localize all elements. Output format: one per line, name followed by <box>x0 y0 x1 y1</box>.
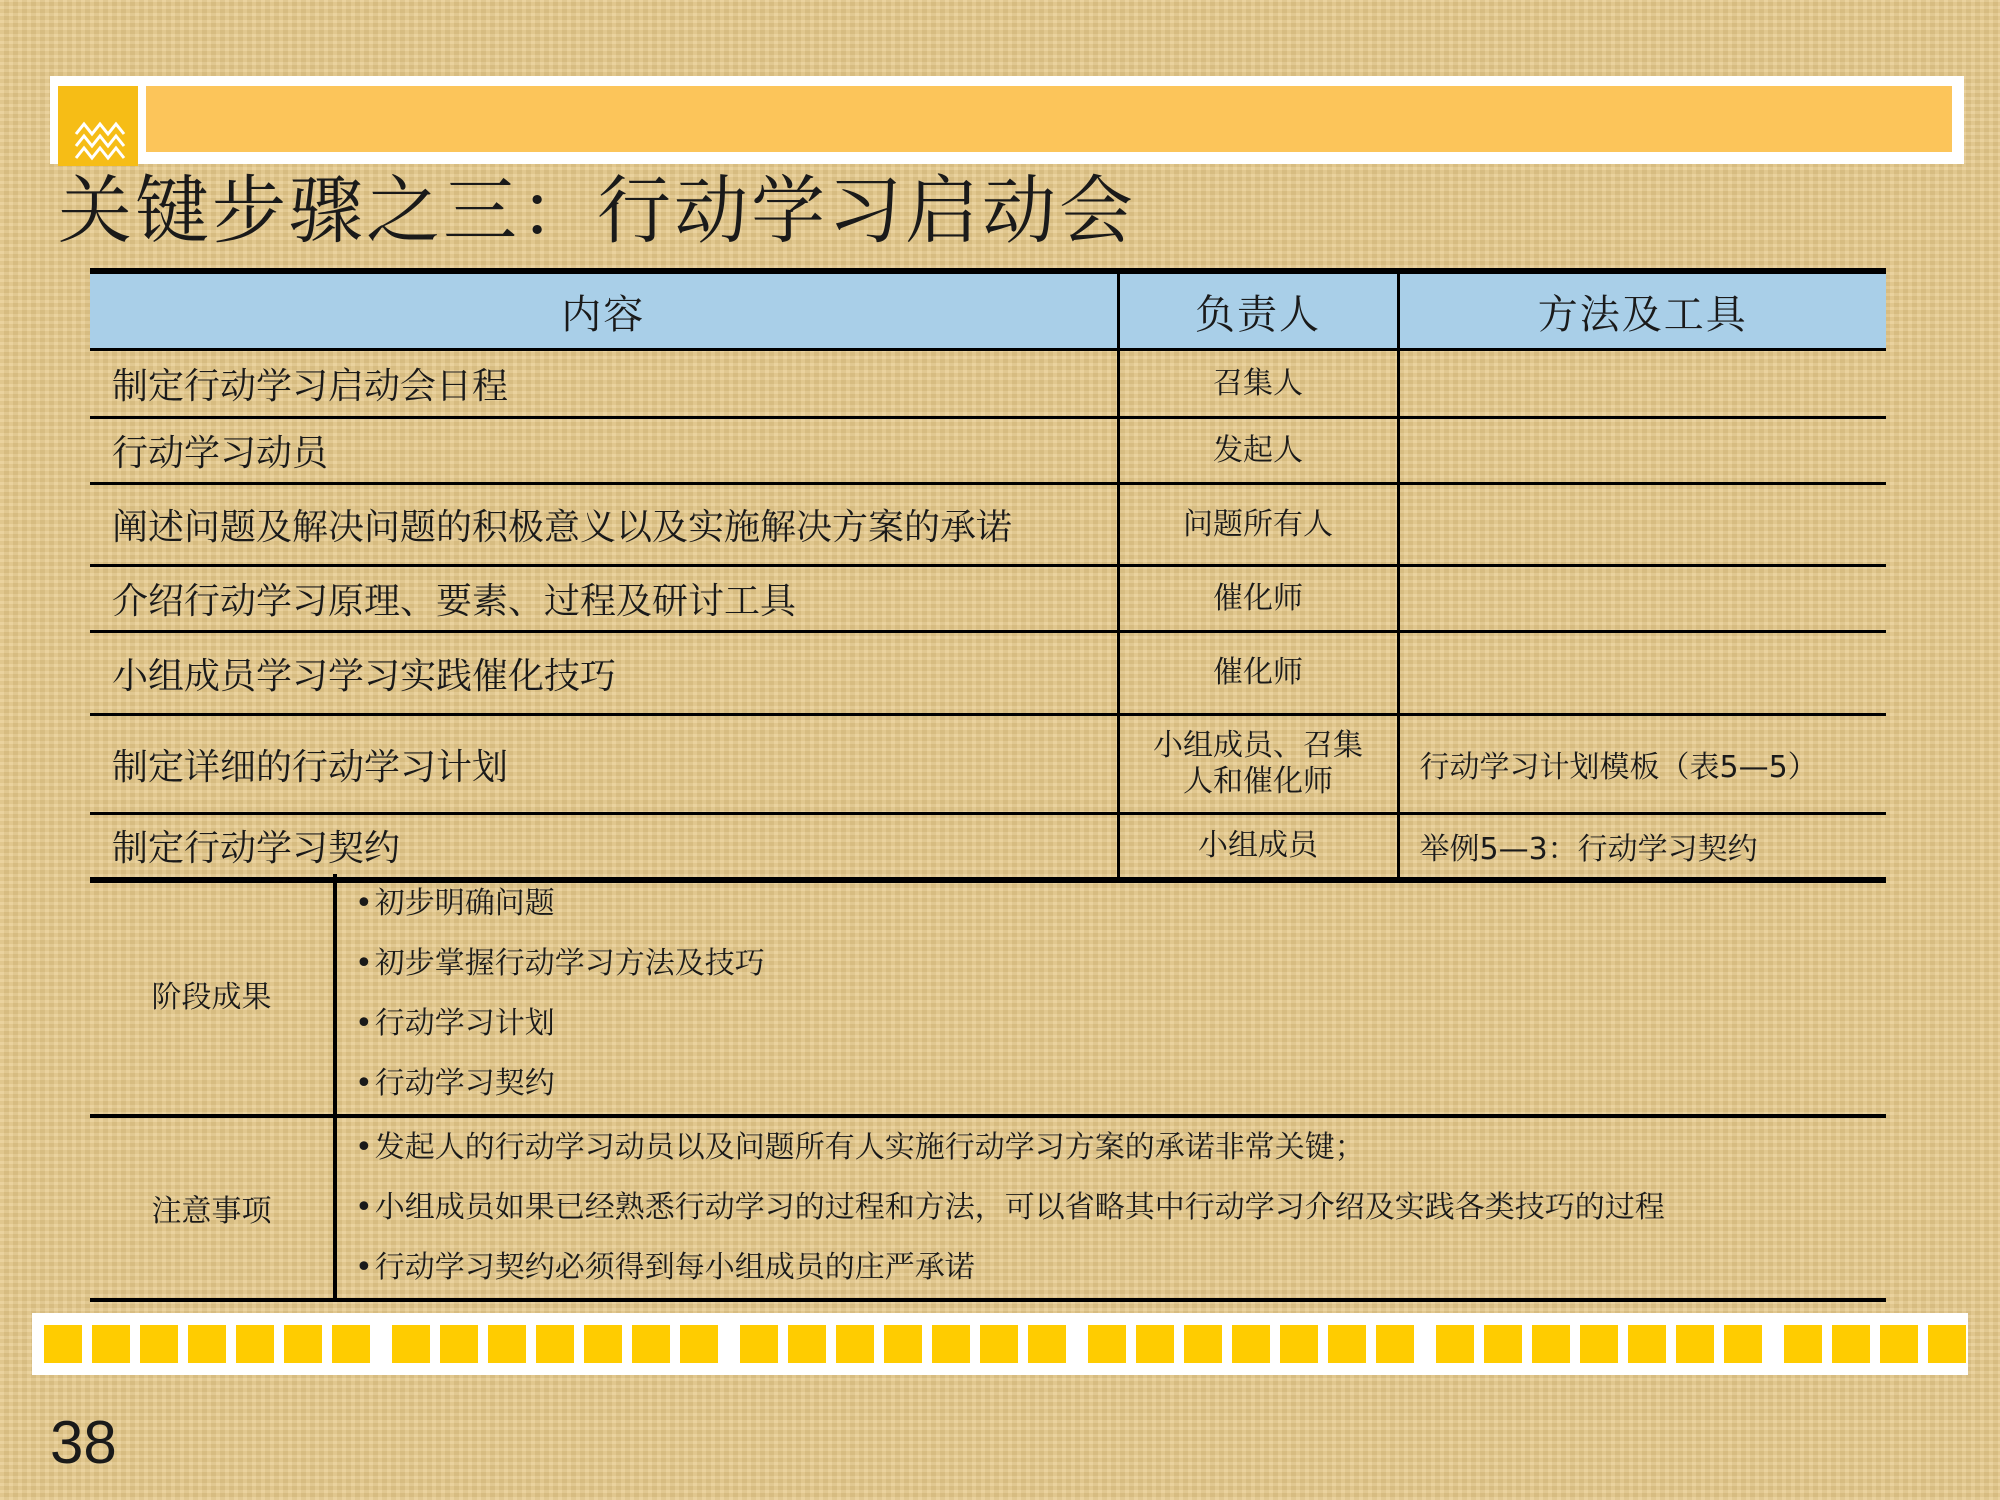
decor-square <box>284 1325 322 1363</box>
row-owner-line: 人和催化师 <box>1183 764 1333 799</box>
row-method: 行动学习计划模板（表5—5） <box>1398 715 1886 814</box>
row-method: 举例5—3：行动学习契约 <box>1398 814 1886 880</box>
summary-table <box>90 874 1886 1302</box>
list-item-text: 行动学习计划 <box>374 1006 555 1041</box>
decor-square <box>1028 1325 1066 1363</box>
decor-square <box>1484 1325 1522 1363</box>
decor-square <box>1436 1325 1474 1363</box>
table-row <box>90 566 1886 632</box>
decor-square <box>884 1325 922 1363</box>
row-method <box>1398 566 1886 632</box>
decor-square <box>980 1325 1018 1363</box>
decor-square <box>1088 1325 1126 1363</box>
outcomes-list <box>335 874 1886 1116</box>
decor-square <box>1328 1325 1366 1363</box>
page-number: 38 <box>50 1409 117 1476</box>
header-bar <box>146 86 1952 152</box>
list-item <box>355 994 1886 1054</box>
decor-square <box>1136 1325 1174 1363</box>
decor-square <box>740 1325 778 1363</box>
outcomes-label: 阶段成果 <box>90 874 335 1116</box>
bottom-decor-band <box>32 1313 1968 1375</box>
top-decor-band <box>50 76 1964 164</box>
decor-square <box>584 1325 622 1363</box>
decor-square <box>1724 1325 1762 1363</box>
yellow-squares-decor <box>32 1313 1968 1375</box>
notes-label: 注意事项 <box>90 1116 335 1300</box>
row-method <box>1398 418 1886 484</box>
outcomes-row <box>90 874 1886 1116</box>
decor-square <box>440 1325 478 1363</box>
decor-square <box>392 1325 430 1363</box>
row-owner: 召集人 <box>1118 350 1398 418</box>
list-item <box>355 1238 1886 1298</box>
list-item-text: 初步掌握行动学习方法及技巧 <box>374 946 765 981</box>
notes-list <box>335 1116 1886 1300</box>
row-owner <box>1118 715 1398 814</box>
list-item <box>355 934 1886 994</box>
row-content: 阐述问题及解决问题的积极意义以及实施解决方案的承诺 <box>90 484 1118 566</box>
list-item-text: 行动学习契约 <box>374 1066 555 1101</box>
decor-square <box>932 1325 970 1363</box>
decor-square <box>1184 1325 1222 1363</box>
decor-square <box>140 1325 178 1363</box>
bullet: • <box>355 1066 373 1101</box>
header-method: 方法及工具 <box>1398 271 1886 350</box>
row-content: 介绍行动学习原理、要素、过程及研讨工具 <box>90 566 1118 632</box>
row-owner: 问题所有人 <box>1118 484 1398 566</box>
notes-row <box>90 1116 1886 1300</box>
row-method <box>1398 632 1886 715</box>
decor-square <box>632 1325 670 1363</box>
decor-square <box>1784 1325 1822 1363</box>
decor-square <box>680 1325 718 1363</box>
list-item-text: 小组成员如果已经熟悉行动学习的过程和方法，可以省略其中行动学习介绍及实践各类技巧的过程 <box>374 1190 1665 1225</box>
list-item <box>355 1118 1886 1178</box>
header-content: 内容 <box>90 271 1118 350</box>
steps-table <box>90 268 1886 883</box>
header-owner: 负责人 <box>1118 271 1398 350</box>
row-owner-line: 小组成员、召集 <box>1153 728 1363 763</box>
table-row <box>90 484 1886 566</box>
bullet: • <box>355 1130 373 1165</box>
list-item <box>355 1178 1886 1238</box>
decor-square <box>1532 1325 1570 1363</box>
table-header-row <box>90 271 1886 350</box>
decor-square <box>332 1325 370 1363</box>
decor-square <box>188 1325 226 1363</box>
decor-square <box>1628 1325 1666 1363</box>
row-owner: 小组成员 <box>1118 814 1398 880</box>
row-content: 行动学习动员 <box>90 418 1118 484</box>
row-owner: 催化师 <box>1118 632 1398 715</box>
decor-square <box>1928 1325 1966 1363</box>
list-item-text: 初步明确问题 <box>374 886 555 921</box>
row-method <box>1398 350 1886 418</box>
decor-square <box>836 1325 874 1363</box>
row-method <box>1398 484 1886 566</box>
decor-square <box>1376 1325 1414 1363</box>
decor-square <box>488 1325 526 1363</box>
table-row <box>90 814 1886 880</box>
list-item-text: 行动学习契约必须得到每小组成员的庄严承诺 <box>374 1250 975 1285</box>
decor-square <box>788 1325 826 1363</box>
bullet: • <box>355 1006 373 1041</box>
bullet: • <box>355 1190 373 1225</box>
decor-square <box>236 1325 274 1363</box>
row-owner: 发起人 <box>1118 418 1398 484</box>
bullet: • <box>355 946 373 981</box>
decor-square <box>1580 1325 1618 1363</box>
decor-square <box>44 1325 82 1363</box>
bullet: • <box>355 886 373 921</box>
row-content: 制定详细的行动学习计划 <box>90 715 1118 814</box>
page-title: 关键步骤之三：行动学习启动会 <box>58 168 1136 254</box>
list-item <box>355 874 1886 934</box>
table-row <box>90 418 1886 484</box>
table-row <box>90 715 1886 814</box>
decor-square <box>1280 1325 1318 1363</box>
table-row <box>90 350 1886 418</box>
row-content: 小组成员学习学习实践催化技巧 <box>90 632 1118 715</box>
row-owner: 催化师 <box>1118 566 1398 632</box>
decor-square <box>1880 1325 1918 1363</box>
row-content: 制定行动学习启动会日程 <box>90 350 1118 418</box>
decor-square <box>92 1325 130 1363</box>
list-item <box>355 1054 1886 1114</box>
decor-square <box>536 1325 574 1363</box>
list-item-text: 发起人的行动学习动员以及问题所有人实施行动学习方案的承诺非常关键； <box>374 1130 1365 1165</box>
decor-square <box>1832 1325 1870 1363</box>
table-row <box>90 632 1886 715</box>
decor-square <box>1232 1325 1270 1363</box>
row-content: 制定行动学习契约 <box>90 814 1118 880</box>
decor-square <box>1676 1325 1714 1363</box>
bullet: • <box>355 1250 373 1285</box>
